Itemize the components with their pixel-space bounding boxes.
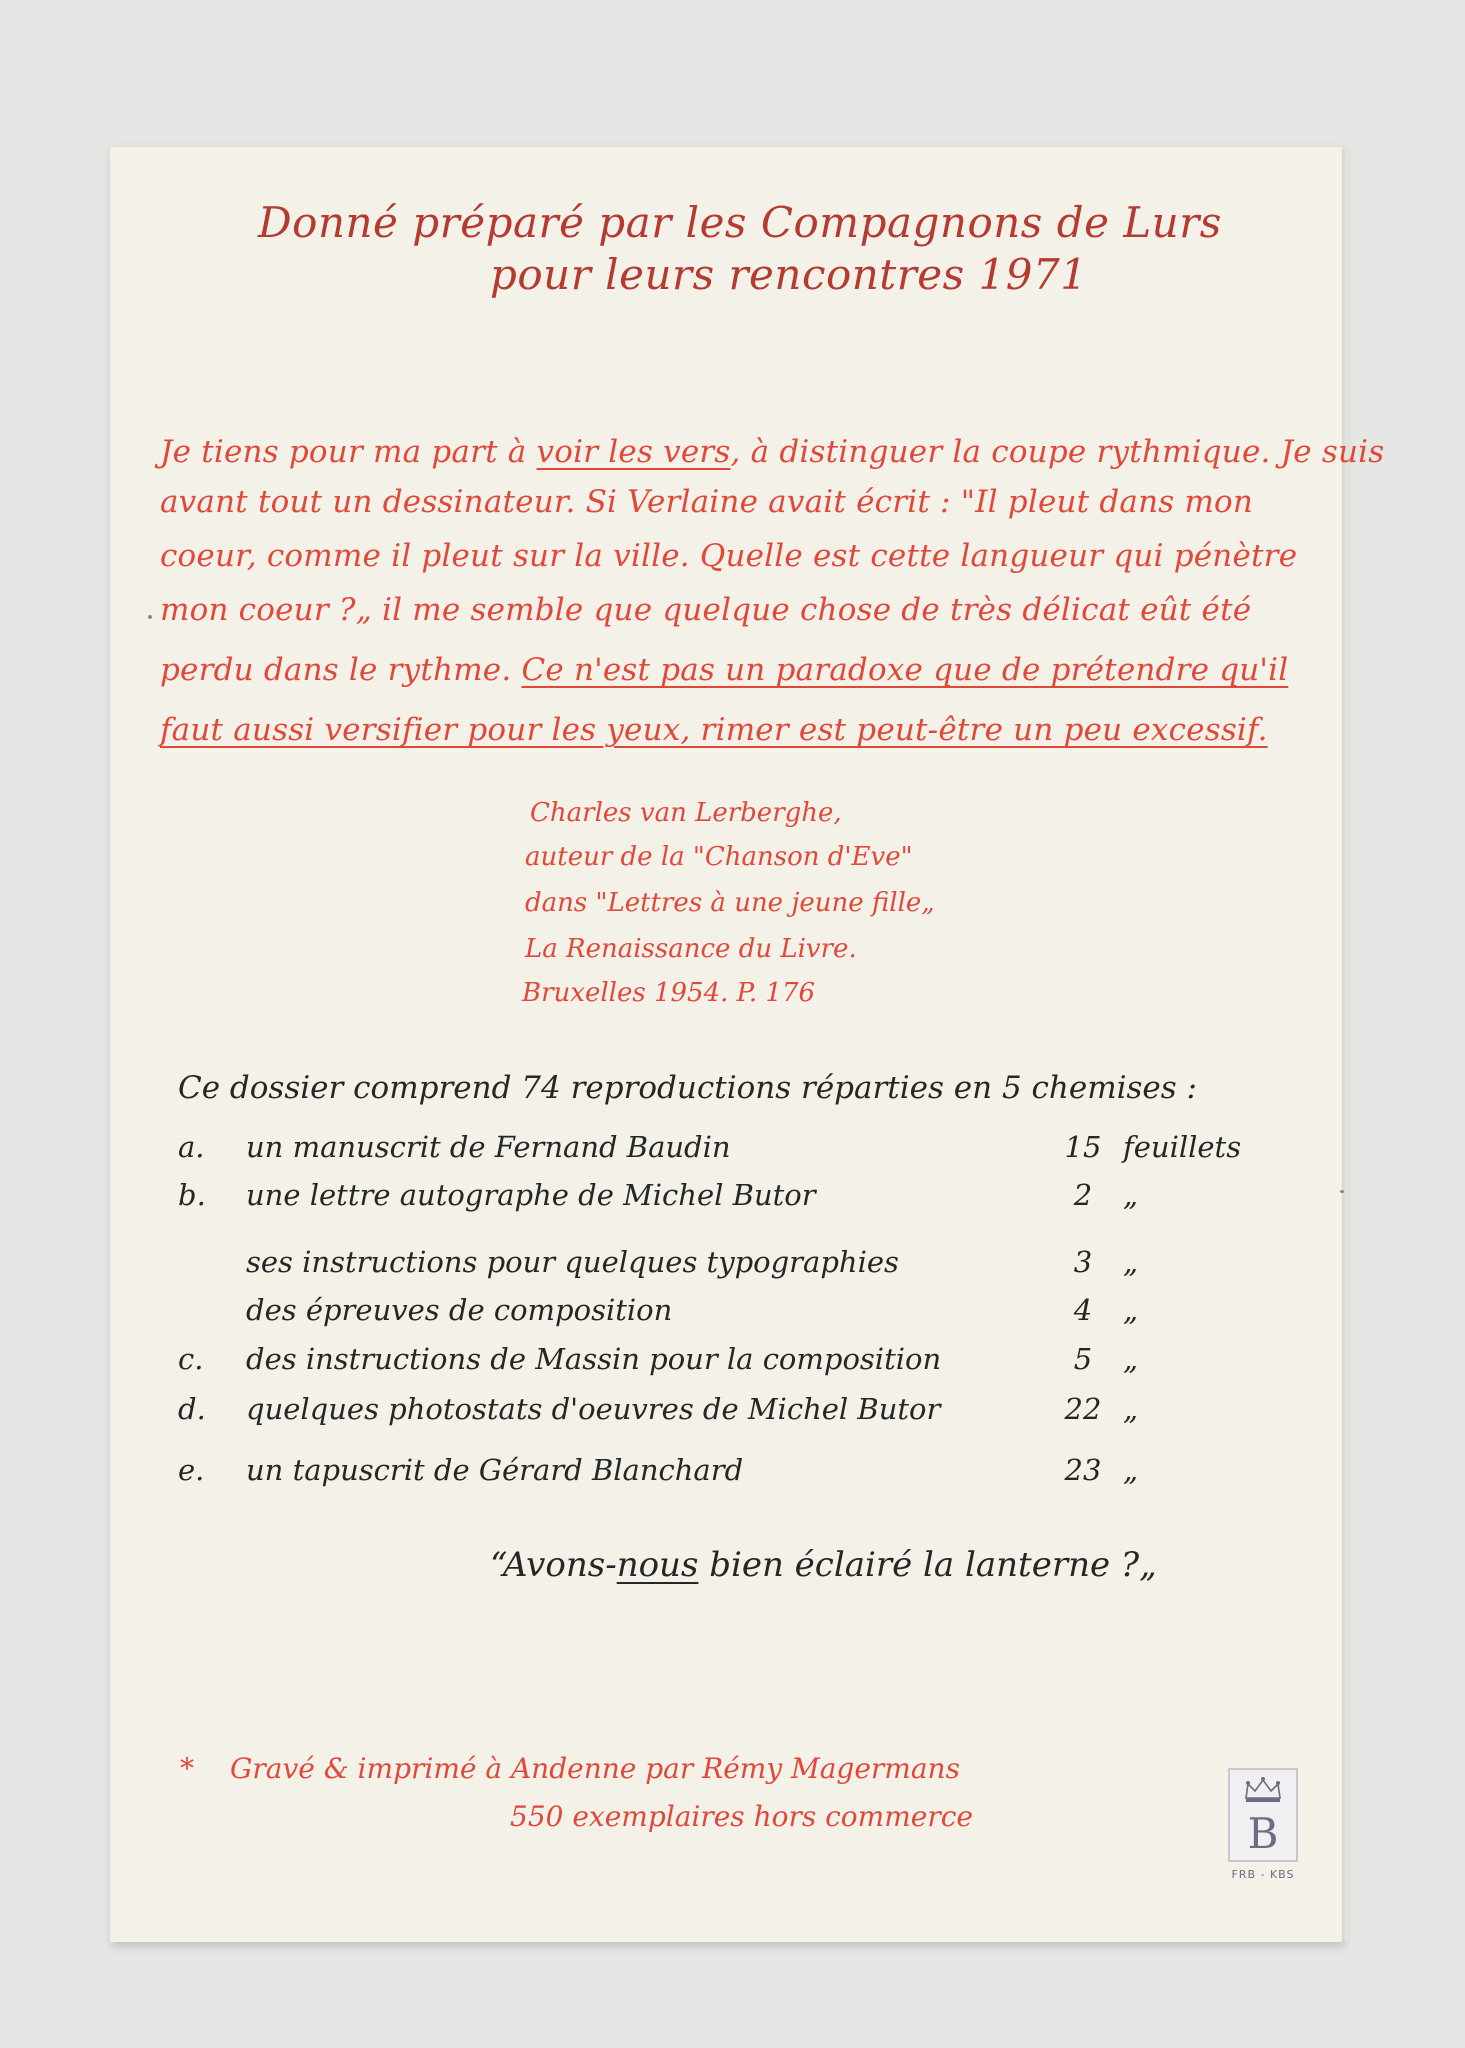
dossier-item xyxy=(178,1342,1258,1382)
dossier-item-description: une lettre autographe de Michel Butor xyxy=(246,1178,816,1212)
header-line-1: Donné préparé par les Compagnons de Lurs xyxy=(258,198,1222,247)
quote-underlined-text: Ce n'est pas un paradoxe que de prétendre qu'il xyxy=(521,652,1289,688)
library-stamp xyxy=(1228,1768,1298,1862)
quote-underlined-text: voir les vers xyxy=(536,434,731,470)
dossier-item-letter: d. xyxy=(178,1392,206,1426)
document-sheet xyxy=(110,147,1342,1942)
stamp-letter: B xyxy=(1247,1809,1279,1858)
dossier-item xyxy=(178,1453,1258,1493)
dossier-item-description: ses instructions pour quelques typographies xyxy=(246,1245,899,1279)
dossier-item-description: quelques photostats d'oeuvres de Michel Butor xyxy=(246,1392,941,1426)
citation-line-1: Charles van Lerberghe, xyxy=(530,798,842,828)
dossier-item-unit: „ xyxy=(1123,1293,1139,1327)
dossier-item-unit: „ xyxy=(1123,1453,1139,1487)
dossier-item xyxy=(178,1130,1258,1170)
close-quote-mark: „ xyxy=(1139,1545,1157,1585)
open-quote-mark: “ xyxy=(490,1545,503,1585)
quote-line-6 xyxy=(160,712,1268,748)
dossier-item-description: des épreuves de composition xyxy=(246,1293,673,1327)
quote-line-4 xyxy=(160,592,1251,628)
dossier-item-count: 4 xyxy=(1073,1293,1093,1327)
dossier-item xyxy=(178,1293,1258,1333)
dossier-item-unit: „ xyxy=(1123,1245,1139,1279)
dossier-item-count: 15 xyxy=(1064,1130,1102,1164)
quote-line-2 xyxy=(160,484,1253,520)
quote-text: coeur, comme il pleut sur la ville. Quelle est cette langueur qui pénètre xyxy=(160,538,1298,574)
sheet-shadow-edge xyxy=(1342,150,1348,1940)
quote-text: avant tout un dessinateur. Si Verlaine avait écrit : "Il pleut dans mon xyxy=(160,484,1254,520)
dossier-item-description: un manuscrit de Fernand Baudin xyxy=(246,1130,731,1164)
footer-star: * xyxy=(180,1752,194,1785)
dossier-item-letter: e. xyxy=(178,1453,205,1487)
paper-speck xyxy=(148,615,152,619)
dossier-item xyxy=(178,1392,1258,1432)
quote-line-1 xyxy=(160,434,1384,470)
citation-line-2: auteur de la "Chanson d'Eve" xyxy=(525,842,913,872)
dossier-item-unit: „ xyxy=(1123,1392,1139,1426)
footer-line-2: 550 exemplaires hors commerce xyxy=(510,1800,973,1833)
quote-text: , à distinguer la coupe rythmique. Je suis xyxy=(730,434,1385,470)
dossier-item-count: 22 xyxy=(1064,1392,1102,1426)
closing-question xyxy=(490,1545,1157,1585)
quote-text: Je tiens pour ma part à xyxy=(160,434,537,470)
dossier-item-count: 3 xyxy=(1073,1245,1093,1279)
dossier-item xyxy=(178,1245,1258,1285)
closing-underlined-text: nous xyxy=(616,1545,699,1585)
crown-b-seal-icon xyxy=(1228,1768,1298,1862)
dossier-item-description: un tapuscrit de Gérard Blanchard xyxy=(246,1453,744,1487)
header-line-2: pour leurs rencontres 1971 xyxy=(490,250,1088,299)
quote-underlined-text: faut aussi versifier pour les yeux, rimer est peut-être un peu excessif. xyxy=(160,712,1268,748)
citation-line-3: dans "Lettres à une jeune fille„ xyxy=(525,888,935,918)
dossier-item-description: des instructions de Massin pour la composition xyxy=(246,1342,942,1376)
dossier-item-unit: „ xyxy=(1123,1342,1139,1376)
dossier-item-unit: feuillets xyxy=(1123,1130,1242,1164)
paper-speck xyxy=(1340,1190,1344,1193)
dossier-item xyxy=(178,1178,1258,1218)
dossier-item-letter: a. xyxy=(178,1130,205,1164)
dossier-item-count: 23 xyxy=(1064,1453,1102,1487)
quote-line-3 xyxy=(160,538,1297,574)
quote-text: perdu dans le rythme. xyxy=(160,652,522,688)
quote-line-5 xyxy=(160,652,1288,688)
dossier-item-letter: b. xyxy=(178,1178,206,1212)
dossier-item-count: 2 xyxy=(1073,1178,1093,1212)
quote-text: mon coeur ?„ il me semble que quelque chose de très délicat eût été xyxy=(160,592,1252,628)
citation-line-4: La Renaissance du Livre. xyxy=(525,934,857,964)
footer-line-1: Gravé & imprimé à Andenne par Rémy Magermans xyxy=(230,1752,960,1785)
dossier-item-unit: „ xyxy=(1123,1178,1139,1212)
dossier-item-count: 5 xyxy=(1073,1342,1093,1376)
citation-line-5: Bruxelles 1954. P. 176 xyxy=(522,978,816,1008)
closing-text: Avons- xyxy=(503,1545,617,1585)
closing-text: bien éclairé la lanterne ? xyxy=(698,1545,1140,1585)
stamp-label: FRB - KBS xyxy=(1231,1868,1295,1881)
dossier-intro: Ce dossier comprend 74 reproductions réparties en 5 chemises : xyxy=(178,1070,1197,1106)
dossier-item-letter: c. xyxy=(178,1342,204,1376)
